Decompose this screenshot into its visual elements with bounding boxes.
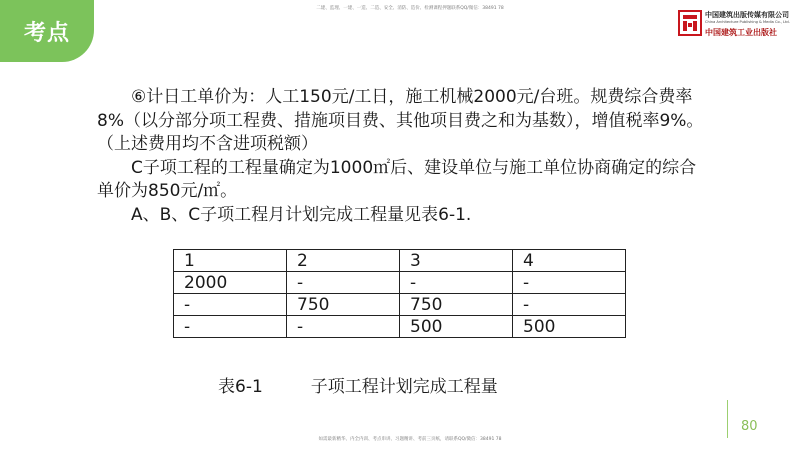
table-cell: - [513, 272, 626, 294]
table-cell: 500 [513, 316, 626, 338]
table-cell: 2 [287, 250, 400, 272]
table-row [174, 294, 626, 316]
topic-badge [0, 0, 94, 62]
table-cell: 4 [513, 250, 626, 272]
table-cell: 500 [400, 316, 513, 338]
table-cell: - [400, 272, 513, 294]
publisher-name-cn2: 中国建筑工业出版社 [705, 27, 777, 37]
table-caption-number: 表6-1 [218, 377, 263, 397]
table-caption [218, 372, 498, 397]
table-cell: - [513, 294, 626, 316]
table-cell: 3 [400, 250, 513, 272]
table-row [174, 316, 626, 338]
footer-note: 如需最新精华、内全内训、考点串讲、习题精讲、考前三页纸，请联系QQ/微信：38491 78 [318, 437, 502, 442]
main-content [97, 86, 709, 227]
table-caption-title: 子项工程计划完成工程量 [310, 377, 498, 397]
table-cell: - [174, 316, 287, 338]
paragraph-rates: ⑥计日工单价为：人工150元/工日，施工机械2000元/台班。规费综合费率8%（以分部分项工程费、措施项目费、其他项目费之和为基数），增值税率9%。（上述费用均不含进项税额） [97, 87, 704, 154]
header-note: 二建、监理、一建、一造、二造、安全、消防、造价、检测课程押题联系QQ/微信：38491 78 [316, 6, 504, 11]
publisher-name-en: China Architecture Publishing & Media Co., Ltd. [705, 20, 790, 24]
table-cell: 750 [400, 294, 513, 316]
table-cell: 1 [174, 250, 287, 272]
publisher-emblem-icon [678, 10, 702, 36]
table-row [174, 250, 626, 272]
plan-quantity-table [173, 249, 626, 338]
page-number: 80 [741, 419, 758, 434]
table-row [174, 272, 626, 294]
table-cell: - [174, 294, 287, 316]
table-cell: - [287, 272, 400, 294]
publisher-logo [678, 8, 796, 42]
divider [727, 400, 728, 438]
topic-badge-label: 考点 [23, 20, 70, 46]
table-cell: 750 [287, 294, 400, 316]
paragraph-table-intro: A、B、C子项工程月计划完成工程量见表6-1. [131, 204, 472, 225]
publisher-name-cn: 中国建筑出版传媒有限公司 [705, 11, 789, 19]
paragraph-unit-price: C子项工程的工程量确定为1000㎡后、建设单位与施工单位协商确定的综合单价为850元/㎡。 [97, 157, 697, 201]
table-cell: - [287, 316, 400, 338]
table-cell: 2000 [174, 272, 287, 294]
